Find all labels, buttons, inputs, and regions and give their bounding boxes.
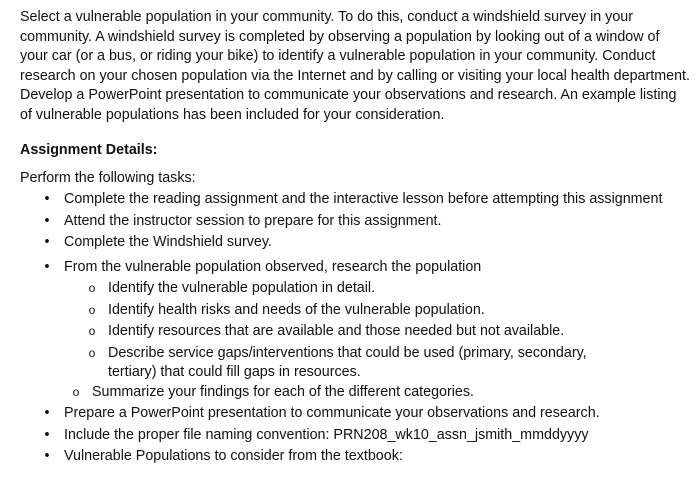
task-item-reading [20, 190, 690, 210]
subtask-text: Describe service gaps/interventions that could be used (primary, secondary, tertiary) that could fill gaps in resources. [108, 344, 587, 380]
bullet-icon: • [44, 258, 50, 275]
circle-bullet-icon: o [88, 302, 96, 317]
subtask-list [64, 279, 690, 402]
task-text: Complete the reading assignment and the interactive lesson before attempting this assignment [64, 191, 663, 207]
bullet-icon: • [44, 212, 50, 229]
task-item-vulnerable-populations [20, 447, 690, 467]
task-list [20, 190, 690, 467]
bullet-icon: • [44, 191, 50, 207]
bullet-icon: • [44, 448, 50, 464]
subtask-item [64, 383, 690, 403]
subtask-item [64, 344, 690, 383]
intro-paragraph: Select a vulnerable population in your community. To do this, conduct a windshield survey in your community. A windshield survey is completed by observing a population by looking out of a window of your car (or a bus, or riding your bike) to identify a vulnerable population in your community. Conduct research on your chosen population via the Internet and by calling or visiting your local health department. Develop a PowerPoint presentation to communicate your observations and research. An example listing of vulnerable populations has been included for your consideration. [20, 9, 690, 123]
circle-bullet-icon: o [88, 345, 96, 360]
assignment-details-heading: Assignment Details: [20, 142, 158, 158]
subtask-item [64, 279, 690, 299]
subtask-text: Summarize your findings for each of the different categories. [92, 383, 474, 400]
task-item-instructor-session [20, 212, 690, 232]
circle-bullet-icon: o [88, 324, 96, 338]
task-text: Attend the instructor session to prepare for this assignment. [64, 212, 442, 229]
task-text: Complete the Windshield survey. [64, 234, 272, 250]
task-text: From the vulnerable population observed, research the population [64, 258, 482, 275]
subtask-text: Identify health risks and needs of the vulnerable population. [108, 301, 485, 318]
task-item-research [20, 258, 690, 403]
circle-bullet-icon: o [72, 384, 80, 399]
perform-tasks-label: Perform the following tasks: [20, 169, 196, 186]
task-item-file-naming [20, 426, 690, 446]
circle-bullet-icon: o [88, 281, 96, 295]
subtask-text: Identify resources that are available and those needed but not available. [108, 323, 565, 339]
bullet-icon: • [44, 405, 50, 421]
task-text: Include the proper file naming convention: PRN208_wk10_assn_jsmith_mmddyyyy [64, 426, 589, 443]
subtask-text: Identify the vulnerable population in detail. [108, 280, 376, 296]
task-item-windshield-survey [20, 233, 690, 253]
task-text: Prepare a PowerPoint presentation to communicate your observations and research. [64, 405, 600, 421]
bullet-icon: • [44, 234, 50, 250]
subtask-item [64, 301, 690, 321]
task-item-powerpoint [20, 404, 690, 424]
bullet-icon: • [44, 426, 50, 443]
task-text: Vulnerable Populations to consider from the textbook: [64, 448, 403, 464]
subtask-item [64, 322, 690, 342]
